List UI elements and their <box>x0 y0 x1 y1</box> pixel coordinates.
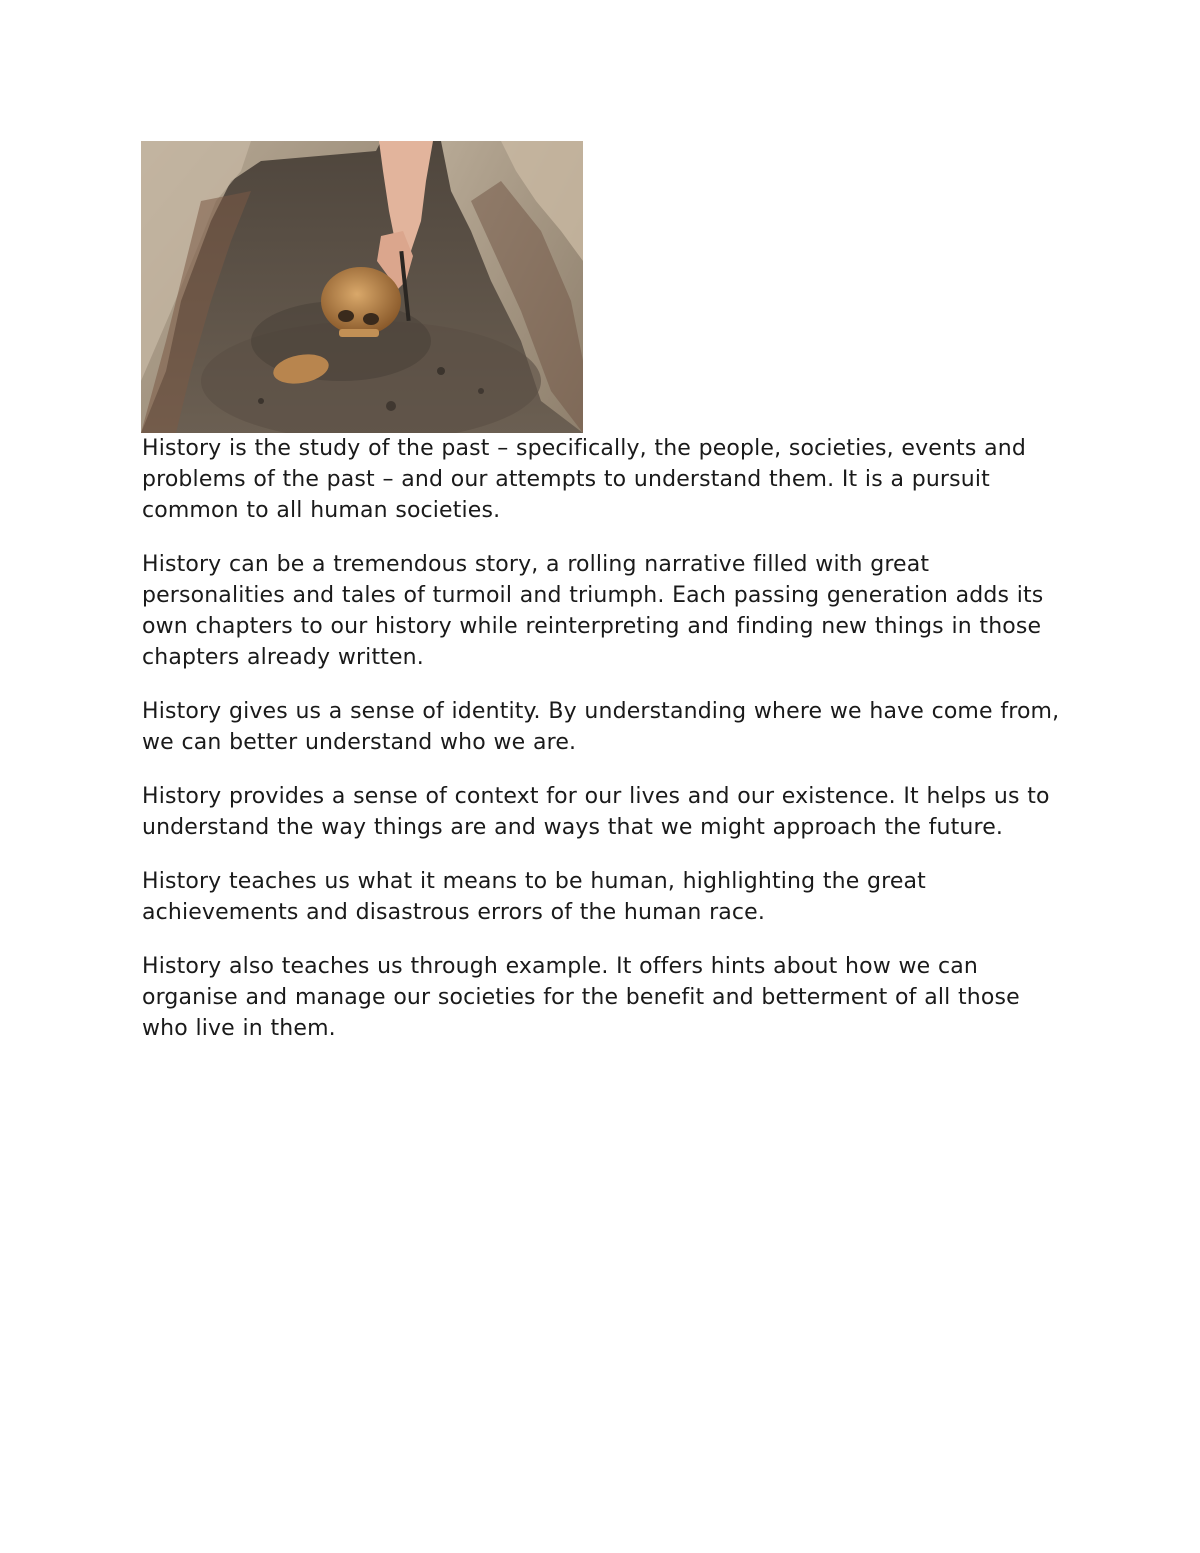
excavation-photo-icon <box>141 141 583 433</box>
paragraph-3: History gives us a sense of identity. By understanding where we have come from, we can better understand who we are. <box>142 699 1060 755</box>
paragraph-6: History also teaches us through example. It offers hints about how we can organise and manage our societies for the benefit and betterment of all those who live in them. <box>142 954 1020 1041</box>
paragraph-4: History provides a sense of context for our lives and our existence. It helps us to understand the way things are and ways that we might approach the future. <box>142 784 1050 840</box>
paragraph-5: History teaches us what it means to be human, highlighting the great achievements and disastrous errors of the human race. <box>142 869 926 925</box>
body-text <box>142 433 1072 1067</box>
paragraph-1: History is the study of the past – specifically, the people, societies, events and problems of the past – and our attempts to understand them. It is a pursuit common to all human societies. <box>142 436 1026 523</box>
paragraph-2: History can be a tremendous story, a rolling narrative filled with great personalities and tales of turmoil and triumph. Each passing generation adds its own chapters to our history while reinterpreting and finding new things in those chapters already written. <box>142 552 1044 670</box>
excavation-photo <box>141 141 583 433</box>
